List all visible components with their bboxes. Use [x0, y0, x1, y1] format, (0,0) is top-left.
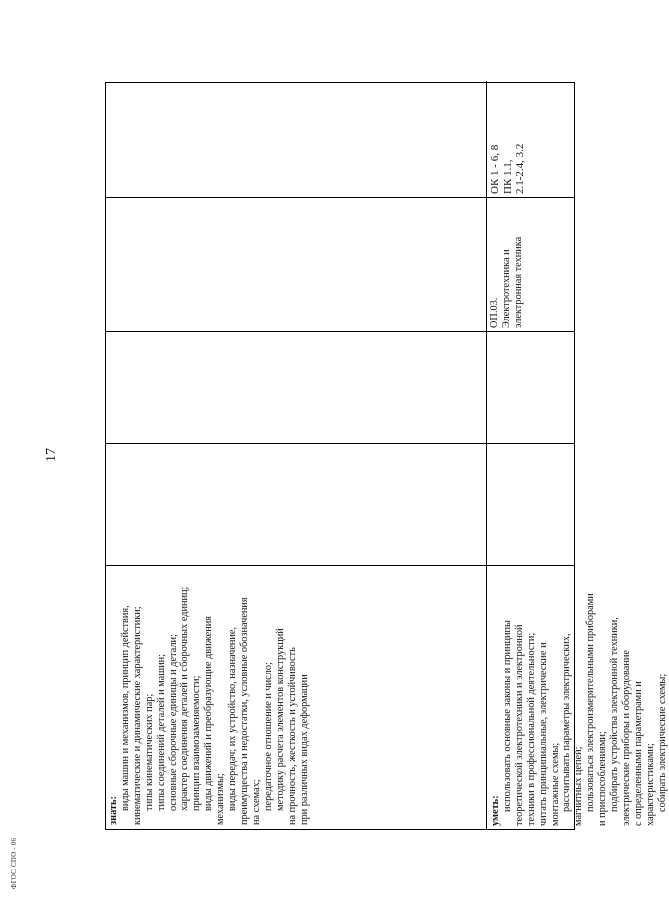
- skills-line: с определенными параметрами и: [632, 681, 644, 826]
- knowledge-line: механизмы;: [215, 773, 227, 825]
- knowledge-line: методику расчета элементов конструкций: [274, 628, 286, 811]
- skills-line: собирать электрические схемы;: [656, 673, 668, 812]
- competency-line: 2.1-2.4, 3.2: [514, 143, 526, 194]
- knowledge-line: преимущества и недостатки, условные обозначения: [238, 597, 250, 825]
- skills-line: и приспособлениями;: [597, 731, 609, 826]
- knowledge-line: на прочность, жесткость и устойчивость: [286, 647, 298, 825]
- skills-line: характеристиками;: [644, 743, 656, 826]
- competencies-cell: [487, 81, 576, 198]
- competency-line: ОК 1 - 6, 8: [489, 144, 501, 194]
- skills-line: магнитных цепей;: [573, 746, 585, 826]
- knowledge-line: виды передач; их устройство, назначение,: [227, 626, 239, 811]
- knowledge-line: кинематические и динамические характеристики;: [131, 606, 143, 825]
- skills-text: [486, 567, 668, 830]
- discipline-cell: [487, 198, 576, 332]
- skills-line: рассчитывать параметры электрических,: [561, 633, 573, 812]
- skills-line: читать принципиальные, электрические и: [537, 642, 549, 826]
- column-divider: [106, 443, 574, 444]
- knowledge-line: виды движений и преобразующие движения: [203, 616, 215, 811]
- knowledge-heading: знать:: [108, 796, 119, 825]
- skills-line: техники в профессиональной деятельности;: [525, 632, 537, 826]
- knowledge-line: характер соединения деталей и сборочных единиц;: [179, 586, 191, 811]
- skills-heading: уметь:: [490, 795, 501, 826]
- footer-code: ФГОС СПО - 06: [10, 837, 18, 889]
- skills-line: теоретической электротехники и электронной: [513, 624, 525, 826]
- skills-line: электрические приборы и оборудование: [620, 650, 632, 826]
- page-number: 17: [44, 448, 59, 462]
- skills-line: подбирать устройства электронной техники,: [609, 617, 621, 812]
- skills-line: использовать основные законы и принципы: [501, 620, 513, 812]
- knowledge-line: при различных видах деформации: [298, 674, 310, 825]
- knowledge-line: основные сборочные единицы и детали;: [167, 634, 179, 811]
- knowledge-line: типы кинематических пар;: [143, 693, 155, 811]
- knowledge-line: передаточное отношение и число;: [262, 662, 274, 811]
- knowledge-line: типы соединений деталей и машин;: [155, 653, 167, 811]
- knowledge-cell: [106, 566, 486, 829]
- knowledge-line: виды машин и механизмов, принцип действия,: [119, 605, 131, 811]
- skills-line: монтажные схемы;: [549, 742, 561, 826]
- knowledge-line: принцип взаимозаменяемости;: [191, 675, 203, 811]
- discipline-code: ОП.03.: [489, 297, 500, 328]
- skills-line: пользоваться электроизмерительными приборами: [585, 593, 597, 812]
- discipline-name-line: Электротехника и: [500, 249, 512, 328]
- competency-line: ПК 1.1,: [501, 159, 514, 194]
- knowledge-line: на схемах;: [250, 779, 262, 825]
- discipline-name-line: электронная техника: [512, 236, 524, 328]
